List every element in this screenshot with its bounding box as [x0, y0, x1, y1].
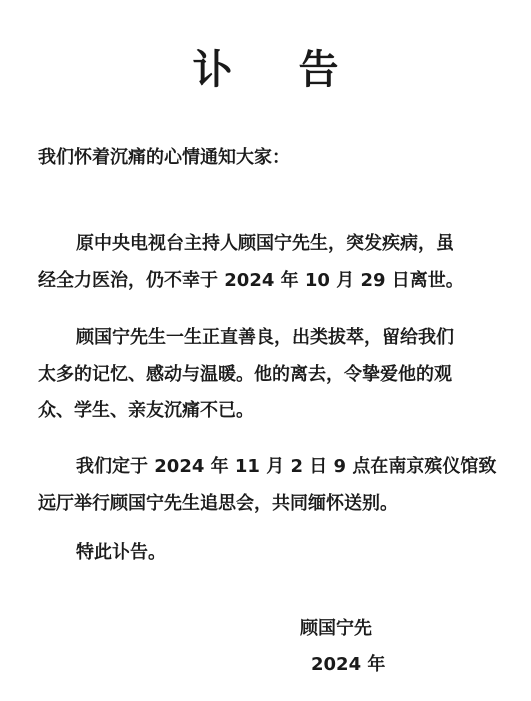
paragraph-line: 顾国宁先生一生正直善良，出类拔萃，留给我们 [76, 327, 454, 348]
signature-block [300, 612, 386, 692]
signature-name: 顾国宁先 [300, 618, 372, 639]
paragraph-announcement [38, 226, 496, 299]
paragraph-line: 我们定于 2024 年 11 月 2 日 9 点在南京殡仪馆致 [76, 456, 497, 477]
greeting-line: 我们怀着沉痛的心情通知大家： [38, 147, 290, 168]
document-title: 讣 告 [192, 47, 365, 93]
paragraph-memorial [38, 449, 496, 522]
paragraph-line: 特此讣告。 [76, 542, 166, 563]
paragraph-line: 太多的记忆、感动与温暖。他的离去，令挚爱他的观 [38, 363, 452, 385]
paragraph-line: 远厅举行顾国宁先生追思会，共同缅怀送别。 [38, 492, 398, 514]
signature-date: 2024 年 [311, 654, 386, 675]
paragraph-closing [38, 535, 496, 572]
paragraph-line: 经全力医治，仍不幸于 2024 年 10 月 29 日离世。 [38, 269, 464, 291]
paragraph-line: 众、学生、亲友沉痛不已。 [38, 400, 254, 421]
paragraph-line: 原中央电视台主持人顾国宁先生，突发疾病，虽 [76, 233, 454, 254]
paragraph-tribute [38, 320, 496, 430]
